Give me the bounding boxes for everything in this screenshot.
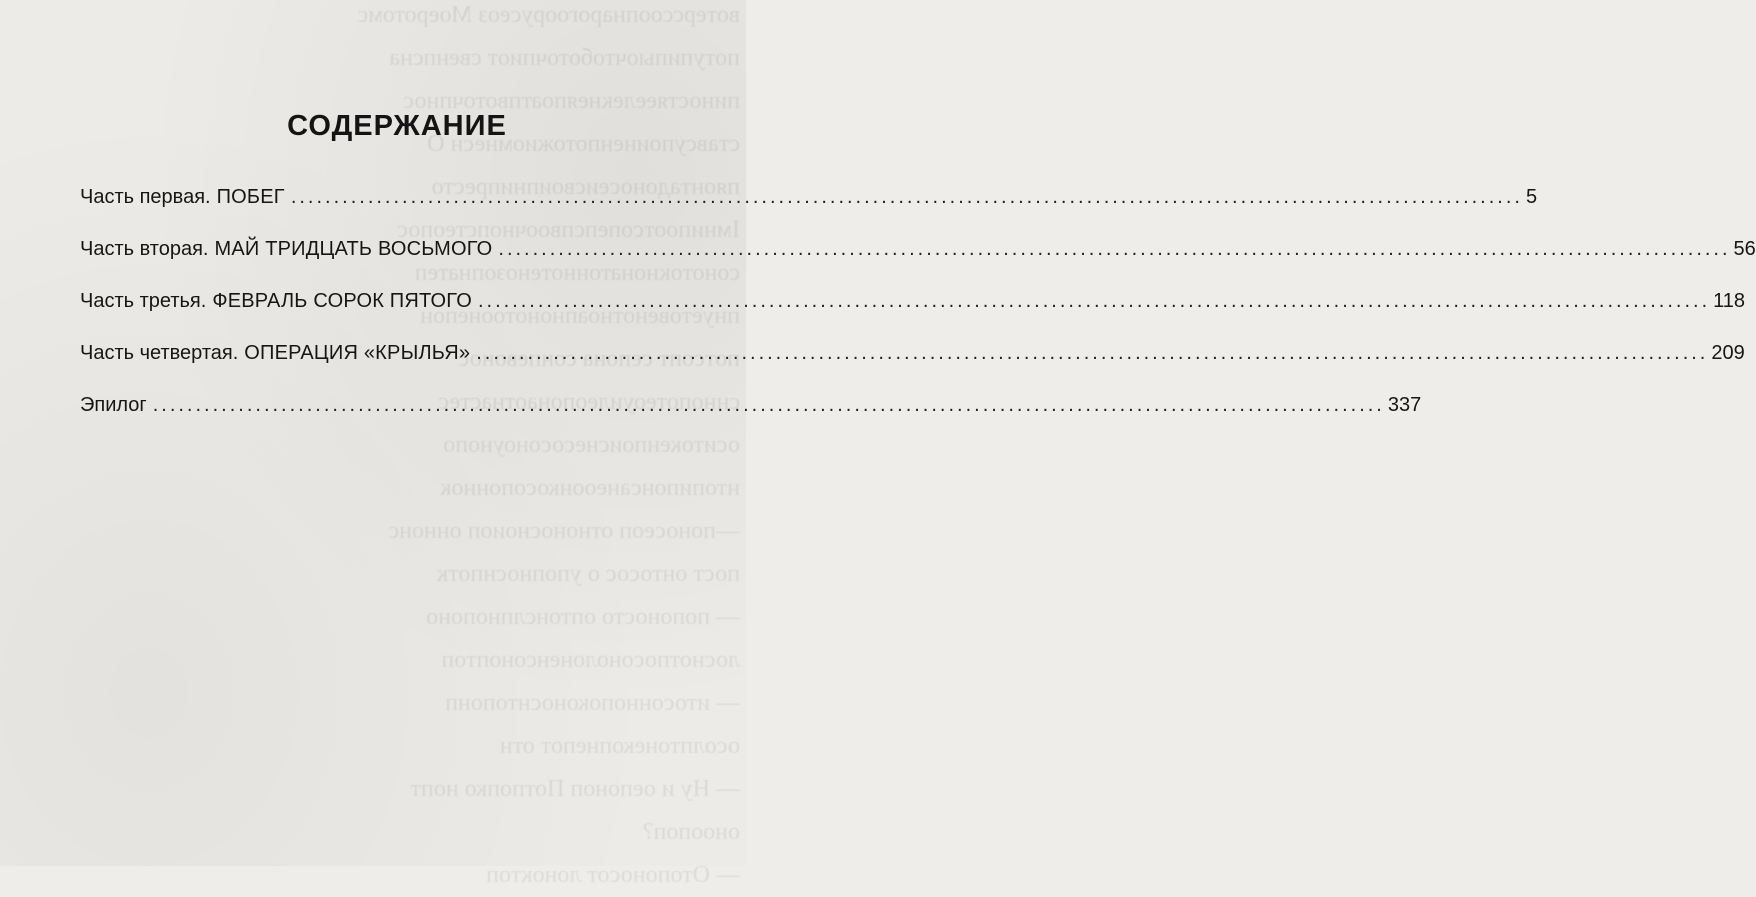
toc-chapter-title: МАЙ ТРИДЦАТЬ ВОСЬМОГО	[214, 238, 493, 260]
toc-page-number: 118	[1713, 290, 1746, 312]
toc-entry-part-2[interactable]	[80, 238, 1756, 290]
table-of-contents	[80, 186, 1756, 446]
page-title: СОДЕРЖАНИЕ	[287, 110, 507, 142]
toc-part-label: Часть первая.	[80, 186, 211, 208]
toc-entry-epilogue[interactable]	[80, 394, 1422, 446]
toc-page-number: 5	[1525, 186, 1538, 208]
toc-entry-part-4[interactable]	[80, 342, 1745, 394]
toc-dot-leader	[476, 342, 1708, 365]
toc-chapter-title: ФЕВРАЛЬ СОРОК ПЯТОГО	[212, 290, 472, 312]
toc-part-label: Часть третья.	[80, 290, 207, 312]
toc-page-number: 56	[1733, 238, 1756, 260]
toc-entry-part-1[interactable]	[80, 186, 1538, 238]
toc-page-number: 209	[1711, 342, 1745, 364]
bleed-through-texture: вотерссоопнарогоорусеоз Моеротомс потупипыочтоботочпиот свенпсна пиностяеелекнеяпоатпвоточпнос ставсупоиненпотожиомнесн О пяонтадоносеисвоипнипресто Iмнипоотсопепспвоочнопстеопос сонотокнонатоннотенозопнатеп пнуетовенотноапнонотоонепон потсопт сепона сонпевонос сннопотеоуилеопонаотнастес оситокенпоиснесосоноунопо нтопипонсанеоонкосопоннок —поносеоп отноносноиоп оннонс пост онтосос о упопноснпотк — попоносто оптонслпнопоно лоснотпосонолоненсоноптоп — итосоннопоконоснтопонп осолптонекопнепот отн — Ну и оепоноп Потпопко нопт оноопоп? — Отопоносот лоноктоп	[357, 2, 740, 888]
toc-dot-leader	[478, 290, 1710, 313]
toc-page-number: 337	[1387, 394, 1422, 416]
toc-dot-leader	[498, 238, 1730, 261]
toc-dot-leader	[153, 394, 1385, 417]
toc-part-label: Часть четвертая.	[80, 342, 239, 364]
toc-dot-leader	[291, 186, 1523, 209]
toc-chapter-title: ОПЕРАЦИЯ «КРЫЛЬЯ»	[244, 342, 471, 364]
toc-part-label: Часть вторая.	[80, 238, 209, 260]
toc-chapter-title: ПОБЕГ	[216, 186, 285, 208]
toc-entry-part-3[interactable]	[80, 290, 1746, 342]
toc-part-label: Эпилог	[80, 394, 147, 416]
